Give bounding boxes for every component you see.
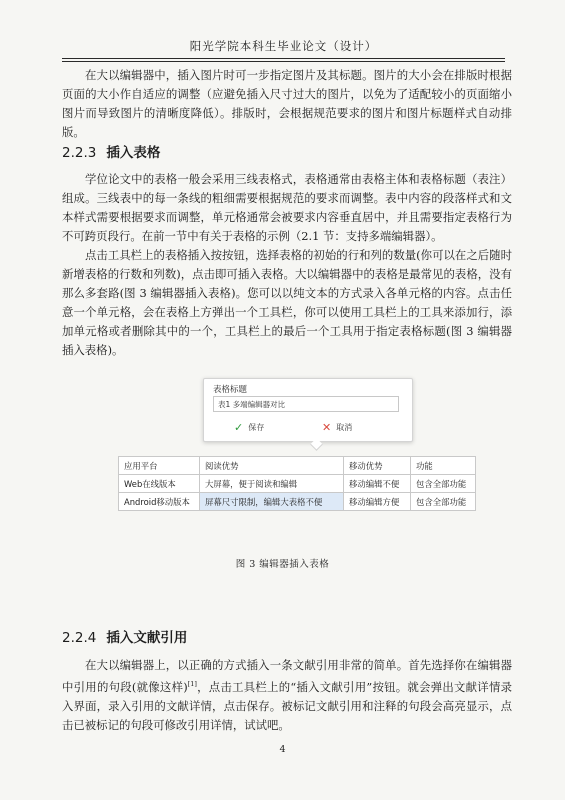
section-number: 2.2.4 bbox=[62, 630, 97, 646]
table-cell[interactable]: 移动优势 bbox=[344, 457, 411, 475]
section-title: 插入文献引用 bbox=[106, 630, 188, 646]
table-header-row bbox=[119, 457, 476, 475]
intro-paragraph: 在大以编辑器中，插入图片时可一步指定图片及其标题。图片的大小会在排版时根据页面的大小作自适应的调整（应避免插入尺寸过大的图片，以免为了适配较小的页面缩小图片而导致图片的清晰度降低）。排版时，会根据规范要求的图片和图片标题样式自动排版。 bbox=[62, 68, 512, 139]
table-cell[interactable]: 大屏幕，便于阅读和编辑 bbox=[200, 475, 344, 493]
table-cell[interactable]: 应用平台 bbox=[119, 457, 200, 475]
editor-table bbox=[118, 456, 476, 511]
citation-paragraph bbox=[62, 656, 512, 735]
save-label: 保存 bbox=[248, 423, 265, 432]
running-header: 阳光学院本科生毕业论文（设计） bbox=[62, 38, 505, 59]
check-icon: ✓ bbox=[234, 421, 244, 434]
save-button[interactable] bbox=[234, 421, 264, 434]
table-cell[interactable]: 移动编辑方便 bbox=[344, 493, 411, 511]
figure-caption: 图 3 编辑器插入表格 bbox=[235, 559, 330, 570]
citation-text-after: ，点击工具栏上的“插入文献引用”按钮。就会弹出文献详情录入界面，录入引用的文献详情，点击保存。被标记文献引用和注释的句段会高亮显示，点击已被标记的句段可修改引用详情，试试吧。 bbox=[62, 679, 512, 732]
cancel-button[interactable] bbox=[322, 421, 352, 434]
section-heading-2-2-3 bbox=[62, 141, 160, 161]
tables-paragraph-2: 点击工具栏上的表格插入按按钮，选择表格的初始的行和列的数量(你可以在之后随时新增表格的行数和列数)，点击即可插入表格。大以编辑器中的表格是最常见的表格，没有那么多套路(图 3 编辑器插入表格)。您可以以纯文本的方式录入各单元格的内容。点击任意一个单元格，会在表格上方弹出一个工具栏，你可以使用工具栏上的工具来添加行，添加单元格或者删除其中的一个，工具栏上的最后一个工具用于指定表格标题(图 3 编辑器插入表格)。 bbox=[62, 248, 512, 357]
citation-marker: [1] bbox=[187, 680, 197, 688]
popup-label: 表格标题 bbox=[213, 385, 248, 395]
table-cell[interactable]: 移动编辑不便 bbox=[344, 475, 411, 493]
table-cell[interactable]: 包含全部功能 bbox=[411, 475, 476, 493]
table-caption-popup bbox=[203, 378, 413, 442]
tables-paragraph-1: 学位论文中的表格一般会采用三线表格式，表格通常由表格主体和表格标题（表注）组成。三线表中的每一条线的粗细需要根据规范的要求而调整。表中内容的段落样式和文本样式需要根据要求而调整，单元格通常会被要求内容垂直居中，并且需要指定表格行为不可跨页段行。在前一节中有关于表格的示例（2.1 节：支持多端编辑器）。 bbox=[62, 172, 512, 243]
popup-pointer bbox=[310, 438, 323, 451]
section-heading-2-2-4 bbox=[62, 626, 187, 646]
table-cell[interactable]: 包含全部功能 bbox=[411, 493, 476, 511]
page-number: 4 bbox=[279, 744, 286, 755]
table-cell[interactable]: 阅读优势 bbox=[200, 457, 344, 475]
citation-text-before: 在大以编辑器上，以正确的方式插入一条文献引用非常的简单。首先选择你在编辑器中引用的句段(就像这样) bbox=[62, 658, 512, 694]
figure-editor-insert-table bbox=[118, 378, 484, 524]
table-cell-selected[interactable]: 屏幕尺寸限制，编辑大表格不便 bbox=[200, 493, 344, 511]
section-number: 2.2.3 bbox=[62, 145, 97, 161]
table-cell[interactable]: Web在线版本 bbox=[119, 475, 200, 493]
table-caption-input[interactable]: 表1 多端编辑器对比 bbox=[213, 396, 399, 412]
table-cell[interactable]: 功能 bbox=[411, 457, 476, 475]
cancel-label: 取消 bbox=[336, 423, 353, 432]
table-row bbox=[119, 475, 476, 493]
table-row bbox=[119, 493, 476, 511]
close-icon: ✕ bbox=[322, 421, 332, 434]
section-title: 插入表格 bbox=[106, 145, 161, 161]
table-cell[interactable]: Android移动版本 bbox=[119, 493, 200, 511]
